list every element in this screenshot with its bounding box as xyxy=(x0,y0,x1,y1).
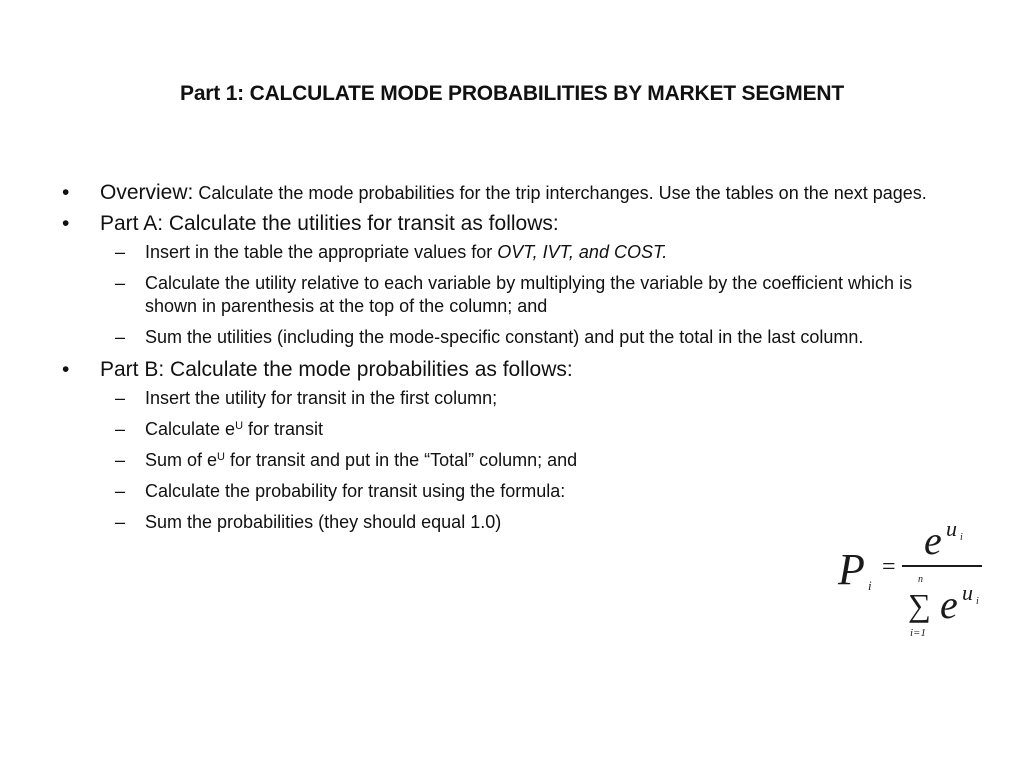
part-b-item-5 xyxy=(60,511,960,534)
dash-marker: – xyxy=(115,388,126,408)
formula-p: P xyxy=(838,545,865,594)
dash-marker: – xyxy=(115,419,126,439)
bullet-part-a xyxy=(60,211,960,236)
formula-denominator-e: e xyxy=(940,582,958,627)
part-a-item-1 xyxy=(60,241,960,264)
formula-sum-upper: n xyxy=(918,574,923,585)
formula-denominator-exponent: u xyxy=(962,580,973,605)
part-b-item-3-sup: U xyxy=(217,451,225,463)
part-a-item-3 xyxy=(60,326,960,349)
part-a-item-3-text: Sum the utilities (including the mode-specific constant) and put the total in the last column. xyxy=(145,327,864,347)
part-b-item-1-text: Insert the utility for transit in the first column; xyxy=(145,388,498,408)
formula-sum-lower: i=1 xyxy=(910,627,926,639)
dash-marker: – xyxy=(115,450,126,470)
part-b-item-2-after: for transit xyxy=(243,419,324,439)
formula-numerator-e: e xyxy=(924,520,942,563)
slide-title: Part 1: CALCULATE MODE PROBABILITIES BY MARKET SEGMENT xyxy=(180,82,844,105)
part-a-item-1-text: Insert in the table the appropriate values for xyxy=(145,242,498,262)
bullet-marker: • xyxy=(62,181,70,204)
part-b-item-5-text: Sum the probabilities (they should equal 1.0) xyxy=(145,512,502,532)
formula-numerator-exponent-subscript: i xyxy=(960,532,963,543)
formula-sum-sign: ∑ xyxy=(908,587,931,623)
part-b-list xyxy=(60,387,960,534)
part-b-item-3-after: for transit and put in the “Total” column; and xyxy=(225,450,578,470)
dash-marker: – xyxy=(115,327,126,347)
bullet-part-b xyxy=(60,357,960,382)
bullet-overview xyxy=(60,180,960,206)
part-b-item-4-text: Calculate the probability for transit using the formula: xyxy=(145,481,566,501)
dash-marker: – xyxy=(115,512,126,532)
part-a-item-1-italic: OVT, IVT, and COST. xyxy=(497,242,668,262)
part-b-item-3 xyxy=(60,449,960,472)
part-a-item-2-text: Calculate the utility relative to each variable by multiplying the variable by the coefficient which is shown in parenthesis at the top of the column; and xyxy=(145,273,913,316)
probability-formula xyxy=(836,520,986,645)
dash-marker: – xyxy=(115,242,126,262)
part-b-item-4 xyxy=(60,480,960,503)
part-b-item-2 xyxy=(60,418,960,441)
part-b-heading: Part B: Calculate the mode probabilities as follows: xyxy=(100,358,573,381)
formula-equals: = xyxy=(882,554,896,580)
dash-marker: – xyxy=(115,481,126,501)
bullet-marker: • xyxy=(62,212,70,235)
part-b-item-2-before: Calculate e xyxy=(145,419,236,439)
formula-denominator-exponent-subscript: i xyxy=(976,596,979,607)
formula-numerator-exponent: u xyxy=(946,520,957,541)
part-b-item-1 xyxy=(60,387,960,410)
slide-content xyxy=(60,180,960,542)
dash-marker: – xyxy=(115,273,126,293)
part-b-item-3-before: Sum of e xyxy=(145,450,218,470)
bullet-marker: • xyxy=(62,358,70,381)
part-a-item-2 xyxy=(60,272,960,318)
overview-label: Overview: xyxy=(100,181,194,204)
formula-p-subscript: i xyxy=(868,578,872,593)
part-a-list xyxy=(60,241,960,349)
part-b-item-2-sup: U xyxy=(235,420,244,432)
part-a-heading: Part A: Calculate the utilities for transit as follows: xyxy=(100,212,559,235)
overview-text: Calculate the mode probabilities for the trip interchanges. Use the tables on the next pages. xyxy=(193,183,927,203)
